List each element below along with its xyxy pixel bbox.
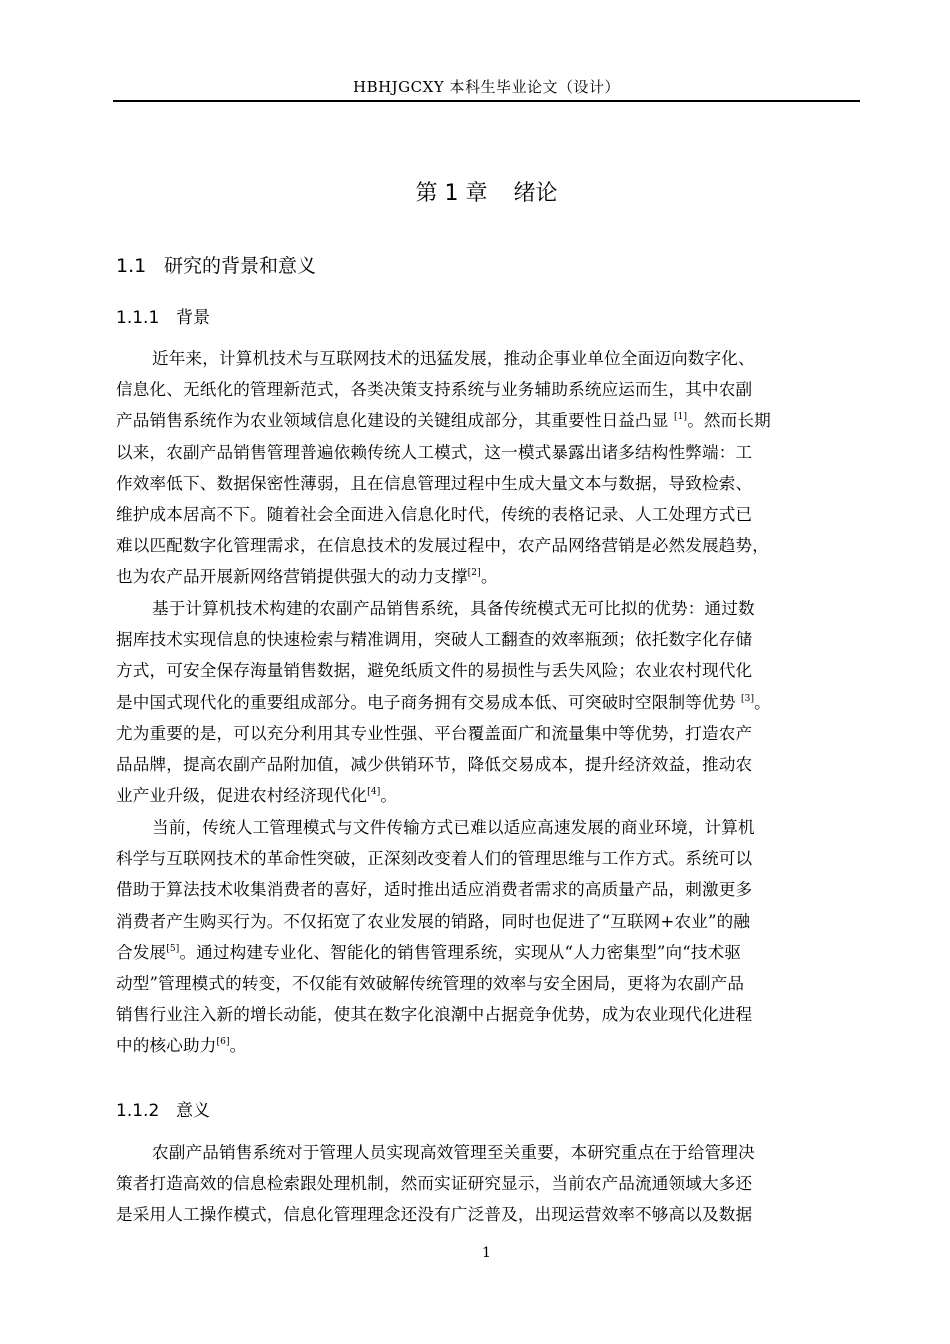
section-title: 研究的背景和意义 [164,255,317,277]
background-paragraph-2 [116,593,862,811]
text-line: 尤为重要的是，可以充分利用其专业性强、平台覆盖面广和流量集中等优势，打造农产 [116,723,753,743]
subsection-heading-1-1-1 [116,305,210,331]
text-line: 消费者产生购买行为。不仅拓宽了农业发展的销路，同时也促进了“互联网+农业”的融 [116,911,751,931]
section-number: 1.1 [116,255,147,277]
citation-ref: [6] [216,1037,230,1048]
text-line [116,405,862,436]
chapter-name: 绪论 [513,181,558,206]
subsection-title: 意义 [176,1101,210,1121]
text-line-body: 产品销售系统作为农业领域信息化建设的关键组成部分，其重要性日益凸显 [116,411,669,431]
text-line-body: 中的核心助力 [116,1036,217,1056]
text-line [116,1030,862,1061]
text-line-tail: 。通过构建专业化、智能化的销售管理系统，实现从“人力密集型”向“技术驱 [179,942,742,962]
text-line: 是采用人工操作模式，信息化管理理念还没有广泛普及，出现运营效率不够高以及数据 [116,1205,753,1225]
section-heading-1-1 [116,252,316,280]
text-line [116,780,862,811]
subsection-heading-1-1-2 [116,1098,210,1124]
text-line: 以来，农副产品销售管理普遍依赖传统人工模式，这一模式暴露出诸多结构性弊端：工 [116,442,753,462]
citation-ref: [5] [166,943,180,954]
text-line-body: 业产业升级，促进农村经济现代化 [116,786,368,806]
text-line [116,561,862,592]
text-line: 作效率低下、数据保密性薄弱，且在信息管理过程中生成大量文本与数据，导致检索、 [116,473,753,493]
text-line: 借助于算法技术收集消费者的喜好，适时推出适应消费者需求的高质量产品，刺激更多 [116,880,753,900]
header-divider [113,100,860,102]
text-line: 基于计算机技术构建的农副产品销售系统，具备传统模式无可比拟的优势：通过数 [152,599,755,618]
running-header: HBHJGCXY 本科生毕业论文（设计） [352,78,620,96]
text-line-body: 合发展 [116,942,167,962]
text-line: 方式，可安全保存海量销售数据，避免纸质文件的易损性与丢失风险；农业农村现代化 [116,661,753,681]
citation-ref: [1] [673,412,688,423]
background-paragraph-3 [116,812,862,1062]
text-line-body: 也为农产品开展新网络营销提供强大的动力支撑 [116,567,468,587]
background-paragraph-1 [116,343,862,593]
text-line: 农副产品销售系统对于管理人员实现高效管理至关重要，本研究重点在于给管理决 [152,1143,755,1162]
text-line [116,937,862,968]
subsection-number: 1.1.1 [116,308,160,328]
text-line: 品品牌，提高农副产品附加值，减少供销环节，降低交易成本，提升经济效益，推动农 [116,755,753,775]
text-line: 动型”管理模式的转变，不仅能有效破解传统管理的效率与安全困局，更将为农副产品 [116,974,745,994]
text-line: 据库技术实现信息的快速检索与精准调用，突破人工翻查的效率瓶颈；依托数字化存储 [116,630,753,650]
text-line-tail: 。 [754,692,771,712]
text-line-body: 是中国式现代化的重要组成部分。电子商务拥有交易成本低、可突破时空限制等优势 [116,692,736,712]
text-line: 销售行业注入新的增长动能，使其在数字化浪潮中占据竞争优势，成为农业现代化进程 [116,1005,753,1025]
text-line [116,687,862,718]
citation-ref: [2] [467,568,481,579]
text-line: 科学与互联网技术的革命性突破，正深刻改变着人们的管理思维与工作方式。系统可以 [116,849,753,869]
text-line-tail: 。然而长期 [687,411,771,431]
significance-paragraph [116,1137,862,1231]
chapter-title [113,178,860,210]
text-line-tail: 。 [380,786,398,806]
text-line: 当前，传统人工管理模式与文件传输方式已难以适应高速发展的商业环境，计算机 [152,818,755,837]
page-number: 1 [482,1245,491,1261]
text-line: 维护成本居高不下。随着社会全面进入信息化时代，传统的表格记录、人工处理方式已 [116,505,753,525]
subsection-title: 背景 [176,308,210,328]
text-line-tail: 。 [480,567,498,587]
text-line: 难以匹配数字化管理需求，在信息技术的发展过程中，农产品网络营销是必然发展趋势， [116,536,770,556]
text-line-tail: 。 [229,1036,247,1056]
text-line: 策者打造高效的信息检索跟处理机制，然而实证研究显示，当前农产品流通领域大多还 [116,1174,753,1194]
citation-ref: [4] [367,787,381,798]
subsection-number: 1.1.2 [116,1101,160,1121]
citation-ref: [3] [740,693,755,704]
chapter-number: 第 1 章 [415,181,488,206]
text-line: 近年来，计算机技术与互联网技术的迅猛发展，推动企事业单位全面迈向数字化、 [152,349,755,368]
text-line: 信息化、无纸化的管理新范式，各类决策支持系统与业务辅助系统应运而生，其中农副 [116,380,753,400]
